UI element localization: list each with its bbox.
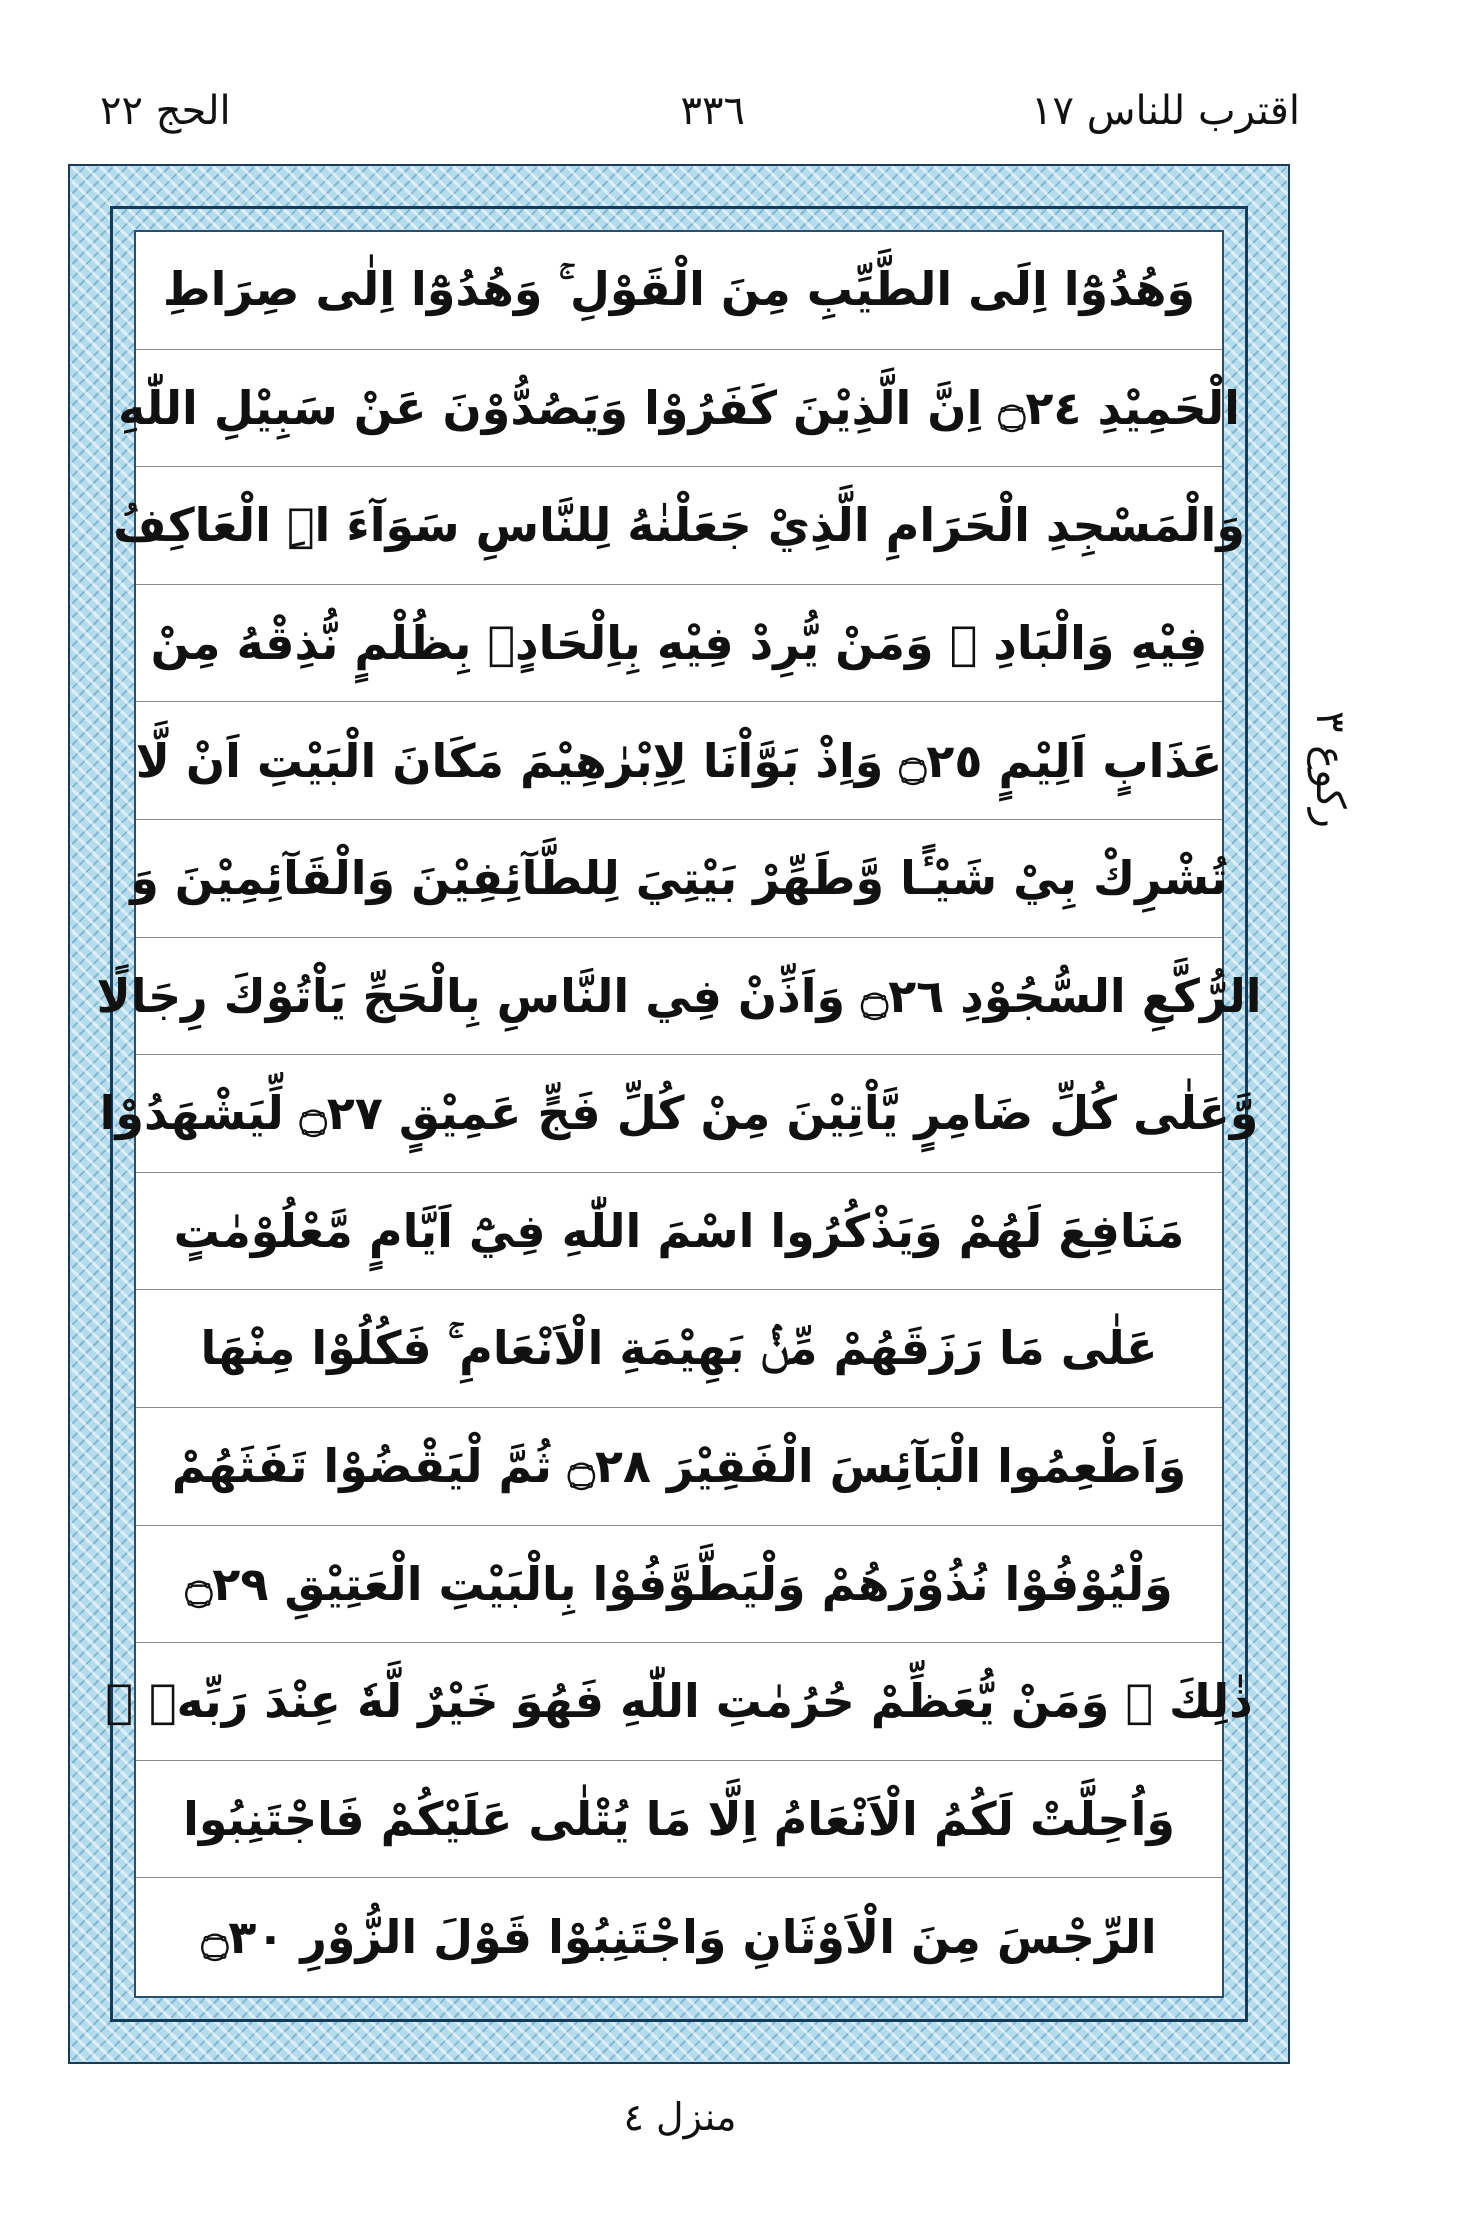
text-line-4: فِيْهِ وَالْبَادِ ۭ وَمَنْ يُّرِدْ فِيْهِ بِاِلْحَادٍۢ بِظُلْمٍ نُّذِقْهُ مِنْ — [136, 585, 1222, 703]
text-line-3: وَالْمَسْجِدِ الْحَرَامِ الَّذِيْ جَعَلْنٰهُ لِلنَّاسِ سَوَآءَ اِۨ الْعَاكِفُ — [136, 467, 1222, 585]
text-line-5: عَذَابٍ اَلِيْمٍ ۝٢٥ وَاِذْ بَوَّاْنَا لِاِبْرٰهِيْمَ مَكَانَ الْبَيْتِ اَنْ لَّا — [136, 702, 1222, 820]
text-line-2: الْحَمِيْدِ ۝٢٤ اِنَّ الَّذِيْنَ كَفَرُوْا وَيَصُدُّوْنَ عَنْ سَبِيْلِ اللّٰهِ — [136, 350, 1222, 468]
text-line-6: تُشْرِكْ بِيْ شَيْـًٔا وَّطَهِّرْ بَيْتِيَ لِلطَّآئِفِيْنَ وَالْقَآئِمِيْنَ وَ — [136, 820, 1222, 938]
page-number: ٣٣٦ — [680, 88, 745, 134]
text-line-15: الرِّجْسَ مِنَ الْاَوْثَانِ وَاجْتَنِبُوْا قَوْلَ الزُّوْرِ ۝٣٠ — [201, 1910, 1157, 1965]
page-header — [50, 88, 1300, 148]
text-line-9: مَنَافِعَ لَهُمْ وَيَذْكُرُوا اسْمَ اللّٰهِ فِيْٓ اَيَّامٍ مَّعْلُوْمٰتٍ — [136, 1173, 1222, 1291]
text-line-14: وَاُحِلَّتْ لَكُمُ الْاَنْعَامُ اِلَّا مَا يُتْلٰى عَلَيْكُمْ فَاجْتَنِبُوا — [136, 1761, 1222, 1879]
ornamental-border — [68, 164, 1290, 2064]
ruku-marker: ركوع ٣ — [1307, 711, 1353, 829]
manzil-footer: منزل ٤ — [623, 2095, 737, 2139]
text-line-1: وَهُدُوْٓا اِلَى الطَّيِّبِ مِنَ الْقَوْلِ ۚ وَهُدُوْٓا اِلٰى صِرَاطِ — [136, 232, 1222, 350]
text-line-13: ذٰلِكَ ۤ وَمَنْ يُّعَظِّمْ حُرُمٰتِ اللّٰهِ فَهُوَ خَيْرٌ لَّهٗ عِنْدَ رَبِّهٖ ۭ — [136, 1643, 1222, 1761]
text-line-12: وَلْيُوْفُوْا نُذُوْرَهُمْ وَلْيَطَّوَّفُوْا بِالْبَيْتِ الْعَتِيْقِ ۝٢٩ — [136, 1526, 1222, 1644]
text-line-11: وَاَطْعِمُوا الْبَآئِسَ الْفَقِيْرَ ۝٢٨ ثُمَّ لْيَقْضُوْا تَفَثَهُمْ — [136, 1408, 1222, 1526]
quran-text-panel — [96, 230, 1262, 1998]
juz-title: اقترب للناس ١٧ — [1031, 88, 1300, 134]
text-line-7: الرُّكَّعِ السُّجُوْدِ ۝٢٦ وَاَذِّنْ فِي النَّاسِ بِالْحَجِّ يَاْتُوْكَ رِجَالًا — [136, 938, 1222, 1056]
text-line-10: عَلٰى مَا رَزَقَهُمْ مِّنْۢ بَهِيْمَةِ الْاَنْعَامِ ۚ فَكُلُوْا مِنْهَا — [136, 1290, 1222, 1408]
text-line-8: وَّعَلٰى كُلِّ ضَامِرٍ يَّاْتِيْنَ مِنْ كُلِّ فَجٍّ عَمِيْقٍ ۝٢٧ لِّيَشْهَدُوْا — [136, 1055, 1222, 1173]
surah-title: الحج ٢٢ — [100, 88, 231, 134]
